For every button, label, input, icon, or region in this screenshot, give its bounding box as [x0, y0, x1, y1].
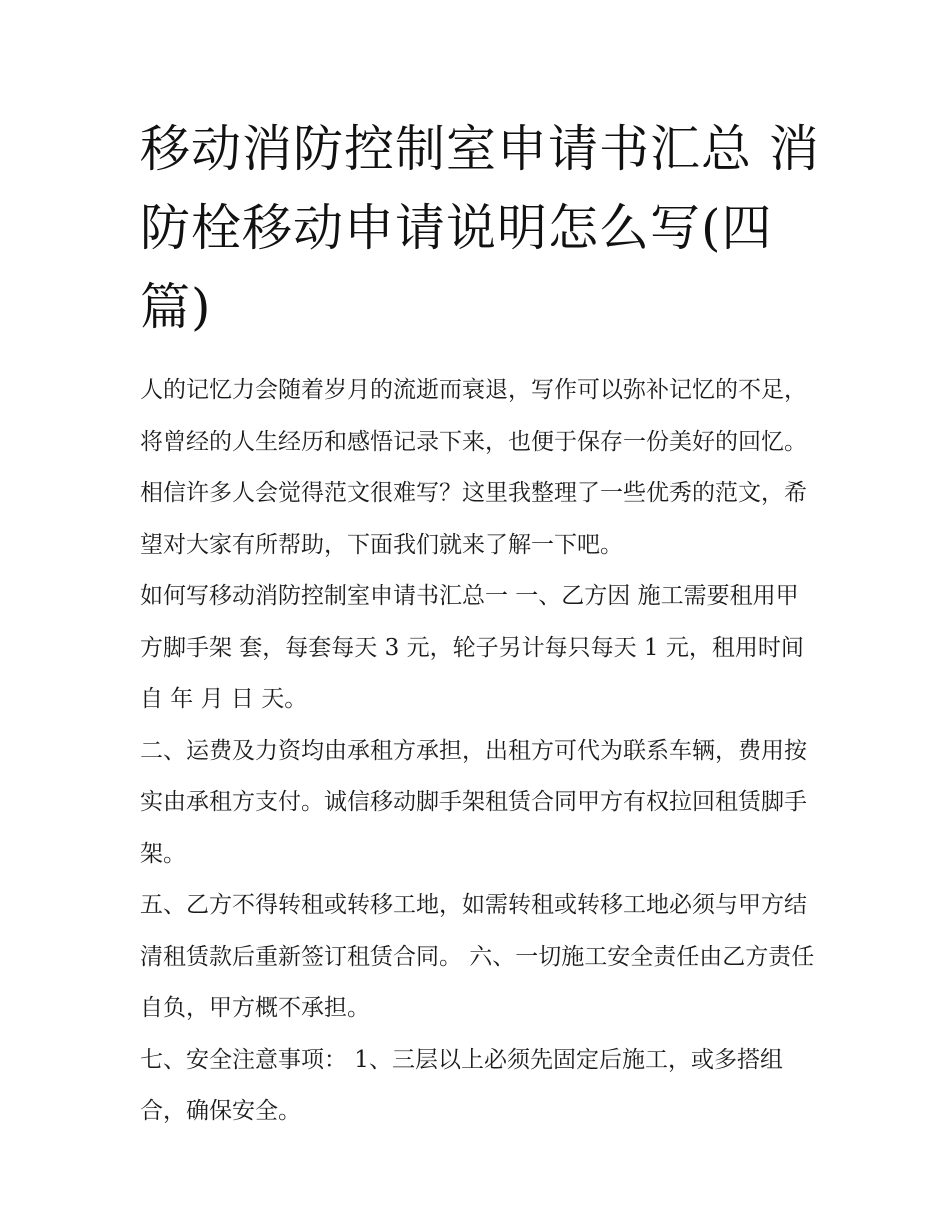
paragraph-clause-seven: 七、安全注意事项： 1、三层以上必须先固定后施工，或多搭组合，确保安全。: [140, 1046, 783, 1124]
paragraph-intro: 人的记忆力会随着岁月的流逝而衰退，写作可以弥补记忆的不足，将曾经的人生经历和感悟记录下来，也便于保存一份美好的回忆。相信许多人会觉得范文很难写？这里我整理了一些优秀的范文，希望对大家有所帮助，下面我们就来了解一下吧。: [140, 377, 807, 558]
paragraph-clause-five-six: 五、乙方不得转租或转移工地，如需转租或转移工地必须与甲方结清租赁款后重新签订租赁合同。 六、一切施工安全责任由乙方责任自负，甲方概不承担。: [140, 892, 815, 1021]
paragraph-clause-one: 如何写移动消防控制室申请书汇总一 一、乙方因 施工需要租用甲方脚手架 套，每套每天 3 元，轮子另计每只每天 1 元，租用时间自 年 月 日 天。: [140, 583, 804, 712]
paragraph-clause-two: 二、运费及力资均由承租方承担，出租方可代为联系车辆，费用按实由承租方支付。诚信移动脚手架租赁合同甲方有权拉回租赁脚手架。: [140, 737, 807, 867]
document-body: [140, 365, 820, 1138]
document-title: 移动消防控制室申请书汇总 消防栓移动申请说明怎么写(四篇): [140, 120, 820, 336]
document-page: [140, 110, 820, 1138]
